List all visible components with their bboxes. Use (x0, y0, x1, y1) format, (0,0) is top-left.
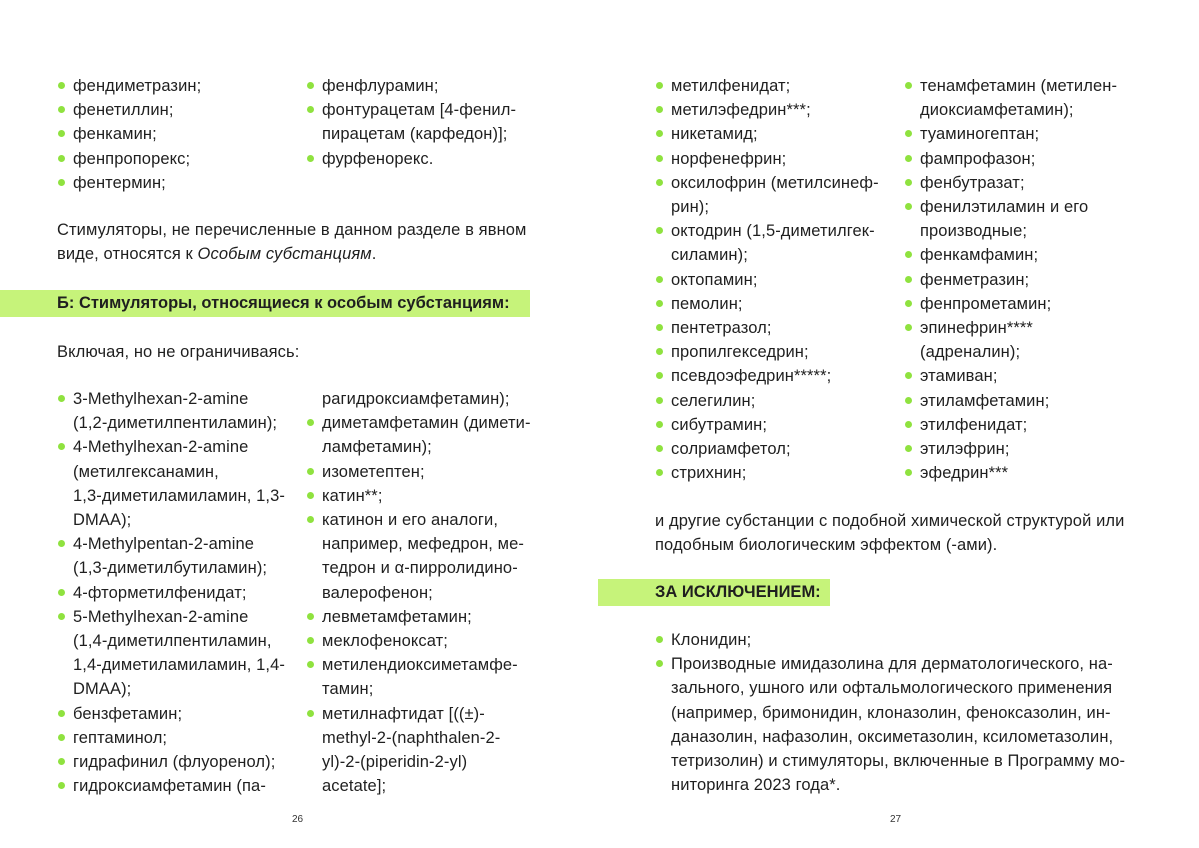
list-item: 4-Methylhexan-2-amine (57, 435, 285, 459)
list-item-continuation: рагидроксиамфетамин); (322, 390, 510, 408)
paragraph-other-substances (655, 509, 1124, 557)
list-item-continuation: тетризолин) и стимуляторы, включенные в Программу мо- (671, 752, 1126, 771)
list-item: Клонидин; (655, 628, 1125, 652)
stimulants-list-3-col-1 (655, 74, 879, 485)
page-number-right: 27 (890, 814, 902, 825)
list-item: левметамфетамин; (306, 605, 531, 629)
list-item-continuation: ниторинга 2023 года*. (671, 776, 841, 795)
list-item-continuation: тедрон и α-пирролидино- (322, 559, 518, 578)
list-item: фенфлурамин; (306, 74, 516, 98)
list-item: этилэфрин; (904, 437, 1117, 461)
list-item-continuation: acetate]; (322, 777, 387, 796)
page-number-left: 26 (292, 814, 304, 825)
list-item: 4-Methylpentan-2-amine (57, 532, 285, 556)
list-item: фонтурацетам [4-фенил- (306, 98, 516, 122)
list-item-continuation: например, мефедрон, ме- (322, 535, 524, 554)
list-item-continuation: рин); (671, 198, 710, 217)
paragraph-line-suffix: . (371, 245, 377, 264)
list-item: фенпропорекс; (57, 147, 201, 171)
list-item: солриамфетол; (655, 437, 879, 461)
list-item-continuation: 1,3-диметиламиламин, 1,3- (73, 486, 285, 505)
list-item: фенметразин; (904, 268, 1117, 292)
stimulants-list-1-col-2 (306, 74, 516, 171)
list-item: меклофеноксат; (306, 629, 531, 653)
stimulants-list-2-col-1 (57, 387, 285, 798)
exceptions-list (655, 628, 1125, 797)
list-item: диметамфетамин (димети- (306, 411, 531, 435)
list-item-continuation: yl)-2-(piperidin-2-yl) (322, 753, 468, 772)
list-item-continuation: (метилгексанамин, (73, 462, 219, 481)
list-item: 5-Methylhexan-2-amine (57, 605, 285, 629)
list-item-continuation: силамин); (671, 246, 748, 265)
list-item: туаминогептан; (904, 122, 1117, 146)
list-item: фентермин; (57, 171, 201, 195)
list-item: Производные имидазолина для дерматологического, на- (655, 652, 1125, 676)
list-item: гидроксиамфетамин (па- (57, 774, 285, 798)
list-item: фенбутразат; (904, 171, 1117, 195)
list-item: фенкамин; (57, 122, 201, 146)
list-item: фенетиллин; (57, 98, 201, 122)
list-item: этиламфетамин; (904, 389, 1117, 413)
list-item: сибутрамин; (655, 413, 879, 437)
section-heading-except: ЗА ИСКЛЮЧЕНИЕМ: (655, 583, 821, 601)
list-item: метилэфедрин***; (655, 98, 879, 122)
list-item: 3-Methylhexan-2-amine (57, 387, 285, 411)
list-item: эфедрин*** (904, 461, 1117, 485)
italic-term: Особым субстанциям (197, 245, 372, 264)
list-item: стрихнин; (655, 461, 879, 485)
section-heading-b: Б: Стимуляторы, относящиеся к особым субстанциям: (57, 294, 510, 312)
stimulants-list-2-col-2 (306, 387, 531, 798)
list-item-continuation: производные; (920, 222, 1028, 241)
list-item: фурфенорекс. (306, 147, 516, 171)
list-item: фендиметразин; (57, 74, 201, 98)
paragraph-line: и другие субстанции с подобной химической структурой или (655, 512, 1125, 530)
list-item: псевдоэфедрин*****; (655, 364, 879, 388)
list-item-continuation: пирацетам (карфедон)]; (322, 125, 508, 144)
list-item-continuation: тамин; (322, 680, 374, 699)
list-item: эпинефрин**** (904, 316, 1117, 340)
paragraph-line-prefix: виде, относятся к (57, 245, 198, 264)
list-item: фенилэтиламин и его (904, 195, 1117, 219)
list-item: метилендиоксиметамфе- (306, 653, 531, 677)
list-item-continuation: DMAA); (73, 511, 132, 530)
paragraph-unlisted-stimulants (57, 218, 527, 266)
list-item-continuation: диоксиамфетамин); (920, 101, 1074, 120)
list-item: этамиван; (904, 364, 1117, 388)
list-item: пемолин; (655, 292, 879, 316)
list-item: пентетразол; (655, 316, 879, 340)
list-item: фенпрометамин; (904, 292, 1117, 316)
list-item: гептаминол; (57, 726, 285, 750)
list-item-continuation: (1,3-диметилбутиламин); (73, 559, 268, 578)
list-item: катин**; (306, 484, 531, 508)
list-item: никетамид; (655, 122, 879, 146)
list-item: метилфенидат; (655, 74, 879, 98)
list-item: норфенефрин; (655, 147, 879, 171)
list-item: этилфенидат; (904, 413, 1117, 437)
list-item: катинон и его аналоги, (306, 508, 531, 532)
list-item: гидрафинил (флуоренол); (57, 750, 285, 774)
list-item-continuation: 1,4-диметиламиламин, 1,4- (73, 656, 285, 675)
paragraph-line: Стимуляторы, не перечисленные в данном разделе в явном (57, 221, 527, 239)
list-item-continuation: зального, ушного или офтальмологического применения (671, 679, 1113, 698)
list-item-continuation: (1,4-диметилпентиламин, (73, 632, 272, 651)
list-item-continuation: валерофенон; (322, 583, 433, 602)
including-note: Включая, но не ограничиваясь: (57, 343, 300, 361)
list-item-continuation: (адреналин); (920, 343, 1021, 362)
list-item: метилнафтидат [((±)- (306, 702, 531, 726)
stimulants-list-1-col-1 (57, 74, 201, 195)
list-item-continuation: даназолин, нафазолин, оксиметазолин, ксилометазолин, (671, 727, 1114, 746)
list-item: фенкамфамин; (904, 243, 1117, 267)
list-item: октопамин; (655, 268, 879, 292)
paragraph-line: подобным биологическим эффектом (-ами). (655, 536, 998, 555)
list-item: пропилгекседрин; (655, 340, 879, 364)
list-item: селегилин; (655, 389, 879, 413)
stimulants-list-3-col-2 (904, 74, 1117, 485)
list-item: изометептен; (306, 460, 531, 484)
list-item: фампрофазон; (904, 147, 1117, 171)
right-page (600, 0, 1199, 848)
list-item: октодрин (1,5-диметилгек- (655, 219, 879, 243)
list-item-continuation: DMAA); (73, 680, 132, 699)
list-item-continuation: ламфетамин); (322, 438, 432, 457)
list-item: 4-фторметилфенидат; (57, 581, 285, 605)
list-item: оксилофрин (метилсинеф- (655, 171, 879, 195)
list-item: бензфетамин; (57, 702, 285, 726)
list-item-continuation: (1,2-диметилпентиламин); (73, 414, 278, 433)
list-item-continuation: methyl-2-(naphthalen-2- (322, 728, 501, 747)
list-item: тенамфетамин (метилен- (904, 74, 1117, 98)
list-item-continuation: (например, бримонидин, клоназолин, феноксазолин, ин- (671, 703, 1111, 722)
